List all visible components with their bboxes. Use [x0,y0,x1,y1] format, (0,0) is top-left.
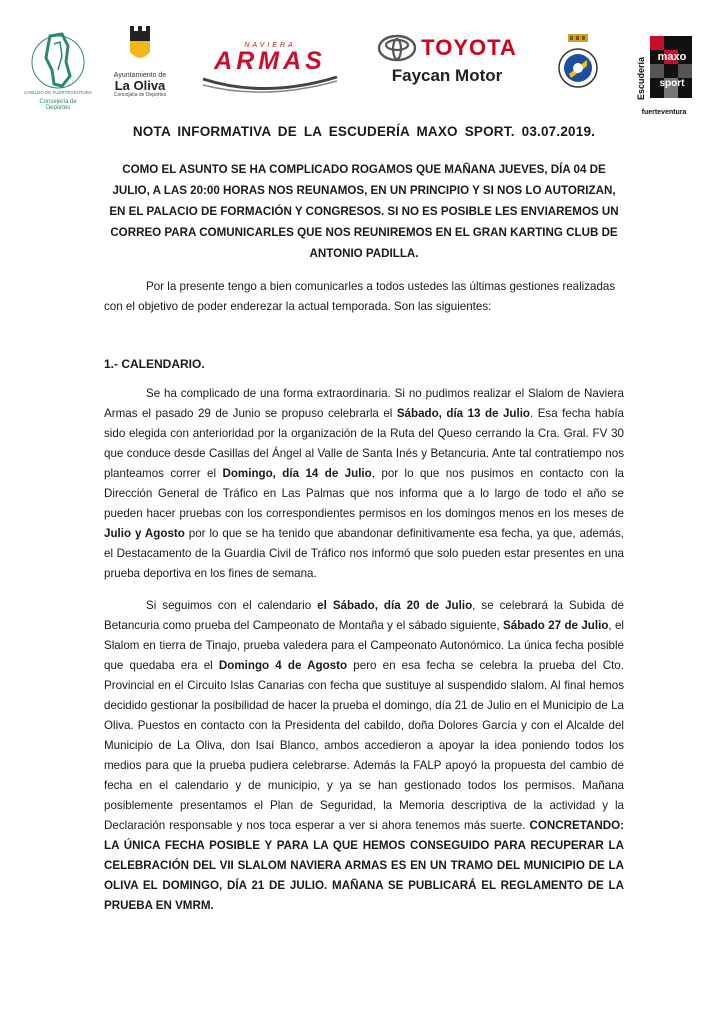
shield-crest-icon [556,34,600,98]
la-oliva-line2: La Oliva [114,78,166,93]
naviera-label: NAVIERA [244,42,296,49]
intro-paragraph: Por la presente tengo a bien comunicarles a todos ustedes las últimas gestiones realizadas con el objetivo de poder enderezar la actual temporada. Son las siguientes: [104,280,616,313]
bold-text-run: el Sábado, día 20 de Julio [317,599,473,612]
text-run: , por lo que nos pusimos en contacto con la Dirección General de Tráfico en Las Palmas que nos informa que a lo largo de todo el año se pueden hacer pruebas con los correspondientes permisos en los domingos menos en los meses de [104,467,625,520]
text-run: Se ha complicado de una forma extraordinaria. Si no pudimos realizar el Slalom de Naviera Armas el pasado 29 de Junio se propuso celebrarla el [104,387,624,420]
la-oliva-line1: Ayuntamiento de [113,72,167,79]
text-run: pero en esa fecha se celebra la prueba del Cto. Provincial en el Circuito Islas Canarias con fecha que sustituye al suspendido slalom. Al final hemos decidido gestionar la posibilidad de hacer la prueba el domingo, día 21 de Julio en el Municipio de La Oliva. Puestos en contacto con la Presidenta del cabildo, doña Dolores García y con el Alcalde del Municipio de La Oliva, don Isaí Blanco, ambos accedieron a apoyar la idea poniendo todos los medios para que la prueba pudiera celebrarse. Además la FALP apoyó la propuesta del cambio de fecha en el calendario y de municipio, y ya se han gestionado todos los permisos. Mañana posiblemente presentamos el Plan de Seguridad, la Memoria descriptiva de la actividad y la Declaración responsable y nos toca esperar a ver si ahora tenemos más suerte. [104,659,624,832]
toyota-faycan-logo [372,34,522,104]
la-oliva-line3: Concejalía de Deportes [113,92,167,98]
bold-text-run: Domingo, día 14 de Julio [222,467,372,480]
escuderia-maxo-logo [634,34,694,114]
meeting-notice: COMO EL ASUNTO SE HA COMPLICADO ROGAMOS QUE MAÑANA JUEVES, DÍA 04 DE JULIO, A LAS 20:00 HORAS NOS REUNAMOS, EN UN PRINCIPIO Y SI NOS LO AUTORIZAN, EN EL PALACIO DE FORMACIÓN Y CONGRESOS. SI NO ES POSIBLE LES ENVIAREMOS UN CORREO PARA COMUNICARLES QUE NOS REUNIREMOS EN EL GRAN KARTING CLUB DE ANTONIO PADILLA. [109,163,619,260]
cabildo-fuerteventura-logo [24,26,92,112]
bold-text-run: Sábado 27 de Julio [503,619,609,632]
club-shield-logo [556,34,600,98]
naviera-armas-logo [195,42,345,112]
section-heading: 1.- CALENDARIO. [104,357,205,371]
toyota-brand: TOYOTA [421,35,517,60]
bold-text-run: Domingo 4 de Agosto [218,659,348,672]
document-title: NOTA INFORMATIVA DE LA ESCUDERÍA MAXO SPORT. 03.07.2019. [132,124,596,139]
maxo-sport-emblem-icon [634,34,694,104]
dealer-name: Faycan Motor [391,66,503,85]
cabildo-ring-text: CABILDO DE FUERTEVENTURA [24,90,92,95]
text-run: , se celebrará la Subida de Betancuria como prueba del Campeonato de Montaña y el sábado siguiente, [104,599,624,632]
bold-text-run: CONCRETANDO: LA ÚNICA FECHA POSIBLE Y PARA LA QUE HEMOS CONSEGUIDO PARA RECUPERAR LA CELEBRACIÓN DEL VII SLALOM NAVIERA ARMAS ES EN UN TRAMO DEL MUNICIPIO DE LA OLIVA EL DOMINGO, DÍA 21 DE JULIO. MAÑANA SE PUBLICARÁ EL REGLAMENTO DE LA PRUEBA EN VMRM. [104,819,624,912]
calendar-paragraph-2 [104,596,624,916]
text-run: Si seguimos con el calendario [146,599,318,612]
document-body [104,122,624,916]
cabildo-caption: Consejería de Deportes [39,99,77,111]
text-run: por lo que se ha tenido que abandonar definitivamente esa fecha, ya que, además, el Destacamento de la Guardia Civil de Tráfico nos informó que solo pueden estar presentes en una prueba deportiva en los fines de semana. [104,527,624,580]
maxo-caption: fuerteventura [641,109,687,116]
armas-label: ARMAS [214,47,326,75]
text-run: , el Slalom en tierra de Tinajo, prueba valedera para el Campeonato Autonómico. La única fecha posible que quedaba era el [104,619,624,672]
calendar-paragraph-1 [104,384,624,584]
la-oliva-logo [108,26,172,112]
bold-text-run: Julio y Agosto [104,527,185,540]
maxo-bottom-text: sport [659,78,685,89]
cabildo-emblem-icon [24,26,92,98]
armas-swoosh-icon [195,73,345,95]
toyota-emblem-icon [377,34,417,62]
maxo-top-text: maxo [657,51,687,63]
la-oliva-crest-icon [127,26,153,64]
maxo-vertical-text: Escudería [636,56,646,100]
logo-bar [0,24,724,114]
text-run: . Esa fecha había sido elegida con anterioridad por la organización de la Ruta del Queso cerrando la Cra. Gral. FV 30 que conduce desde Casillas del Ángel al Valle de Santa Inés y Betancuria. Ante tal contratiempo nos planteamos correr el [104,407,624,480]
bold-text-run: Sábado, día 13 de Julio [396,407,531,420]
